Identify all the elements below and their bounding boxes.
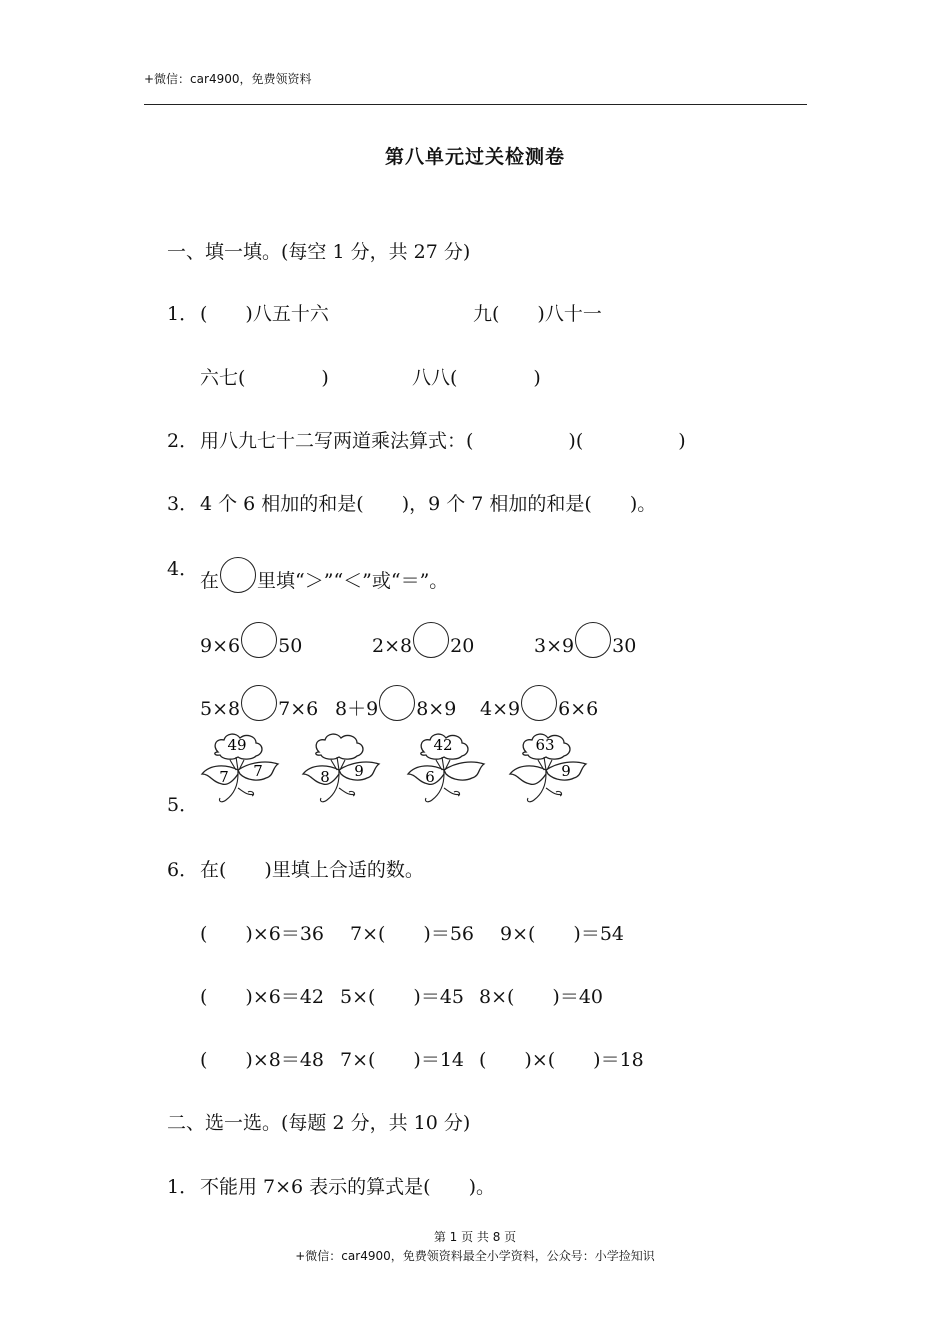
q6-equation[interactable]: 8×( )＝40 bbox=[479, 986, 604, 1008]
q1-blank-c[interactable]: 六七( ) bbox=[200, 367, 329, 389]
q6-equation[interactable]: 7×( )＝14 bbox=[340, 1049, 465, 1071]
q3-number: 3． bbox=[167, 493, 199, 515]
compare-left: 5×8 bbox=[200, 698, 241, 720]
flower-icon[interactable] bbox=[297, 730, 387, 812]
answer-circle[interactable] bbox=[379, 685, 415, 721]
compare-right: 50 bbox=[278, 635, 303, 657]
answer-circle[interactable] bbox=[241, 622, 277, 658]
header-rule bbox=[144, 104, 807, 105]
circle-icon bbox=[220, 557, 256, 593]
answer-circle[interactable] bbox=[241, 685, 277, 721]
compare-right: 20 bbox=[450, 635, 475, 657]
answer-circle[interactable] bbox=[575, 622, 611, 658]
flower-icon[interactable] bbox=[402, 730, 492, 812]
flower-icon[interactable] bbox=[504, 730, 594, 812]
q6-equation[interactable]: ( )×6＝36 bbox=[200, 923, 325, 945]
flower-left-number: 8 bbox=[320, 768, 330, 786]
q6-equation[interactable]: 5×( )＝45 bbox=[340, 986, 465, 1008]
q1-blank-b[interactable]: 九( )八十一 bbox=[473, 303, 602, 325]
compare-right: 30 bbox=[612, 635, 637, 657]
compare-item[interactable] bbox=[200, 622, 302, 658]
footer-text: +微信：car4900，免费领资料最全小学资料，公众号：小学捡知识 bbox=[295, 1249, 655, 1263]
q6-equation[interactable]: 9×( )＝54 bbox=[500, 923, 625, 945]
flower-right-number: 9 bbox=[561, 762, 571, 780]
flower-icon[interactable] bbox=[196, 730, 286, 812]
compare-item[interactable] bbox=[335, 685, 456, 721]
compare-left: 9×6 bbox=[200, 635, 241, 657]
compare-left: 8＋9 bbox=[335, 698, 379, 720]
compare-right: 8×9 bbox=[416, 698, 457, 720]
compare-item[interactable] bbox=[480, 685, 598, 721]
q6-number: 6． bbox=[167, 859, 199, 881]
compare-left: 4×9 bbox=[480, 698, 521, 720]
q1-number: 1． bbox=[167, 303, 199, 325]
q1-blank-a[interactable]: ( )八五十六 bbox=[200, 303, 329, 325]
flower-right-number: 7 bbox=[253, 762, 263, 780]
q6-equation[interactable]: ( )×( )＝18 bbox=[479, 1049, 644, 1071]
q4-post: 里填“＞”“＜”或“＝”。 bbox=[257, 570, 449, 592]
section2-heading: 二、选一选。(每题 2 分，共 10 分) bbox=[167, 1112, 471, 1134]
page-title: 第八单元过关检测卷 bbox=[384, 146, 565, 168]
compare-item[interactable] bbox=[200, 685, 318, 721]
q6-text: 在( )里填上合适的数。 bbox=[200, 859, 424, 881]
answer-circle[interactable] bbox=[521, 685, 557, 721]
q6-equation[interactable]: ( )×6＝42 bbox=[200, 986, 325, 1008]
flower-top-number: 49 bbox=[227, 736, 247, 754]
compare-item[interactable] bbox=[372, 622, 474, 658]
compare-left: 3×9 bbox=[534, 635, 575, 657]
q4-instruction bbox=[200, 557, 448, 593]
flower-top-number: 42 bbox=[433, 736, 453, 754]
s2-q1-number: 1． bbox=[167, 1176, 199, 1198]
s2-q1-text[interactable]: 不能用 7×6 表示的算式是( )。 bbox=[200, 1176, 496, 1198]
compare-right: 6×6 bbox=[558, 698, 599, 720]
answer-circle[interactable] bbox=[413, 622, 449, 658]
q4-pre: 在 bbox=[200, 570, 220, 592]
q5-number: 5． bbox=[167, 794, 199, 816]
compare-left: 2×8 bbox=[372, 635, 413, 657]
flower-left-number: 7 bbox=[219, 768, 229, 786]
page-number: 第 1 页 共 8 页 bbox=[433, 1230, 517, 1244]
q6-equation[interactable]: 7×( )＝56 bbox=[350, 923, 475, 945]
q1-blank-d[interactable]: 八八( ) bbox=[412, 367, 541, 389]
flower-left-number: 6 bbox=[425, 768, 435, 786]
q2-text[interactable]: 用八九七十二写两道乘法算式：( )( ) bbox=[200, 430, 686, 452]
flower-right-number: 9 bbox=[354, 762, 364, 780]
q2-number: 2． bbox=[167, 430, 199, 452]
flower-top-number: 63 bbox=[535, 736, 555, 754]
q3-text[interactable]: 4 个 6 相加的和是( )，9 个 7 相加的和是( )。 bbox=[200, 493, 657, 515]
header-text: +微信：car4900，免费领资料 bbox=[144, 72, 312, 86]
compare-right: 7×6 bbox=[278, 698, 319, 720]
q6-equation[interactable]: ( )×8＝48 bbox=[200, 1049, 325, 1071]
q4-number: 4． bbox=[167, 558, 199, 580]
compare-item[interactable] bbox=[534, 622, 636, 658]
section1-heading: 一、填一填。(每空 1 分，共 27 分) bbox=[167, 241, 471, 263]
